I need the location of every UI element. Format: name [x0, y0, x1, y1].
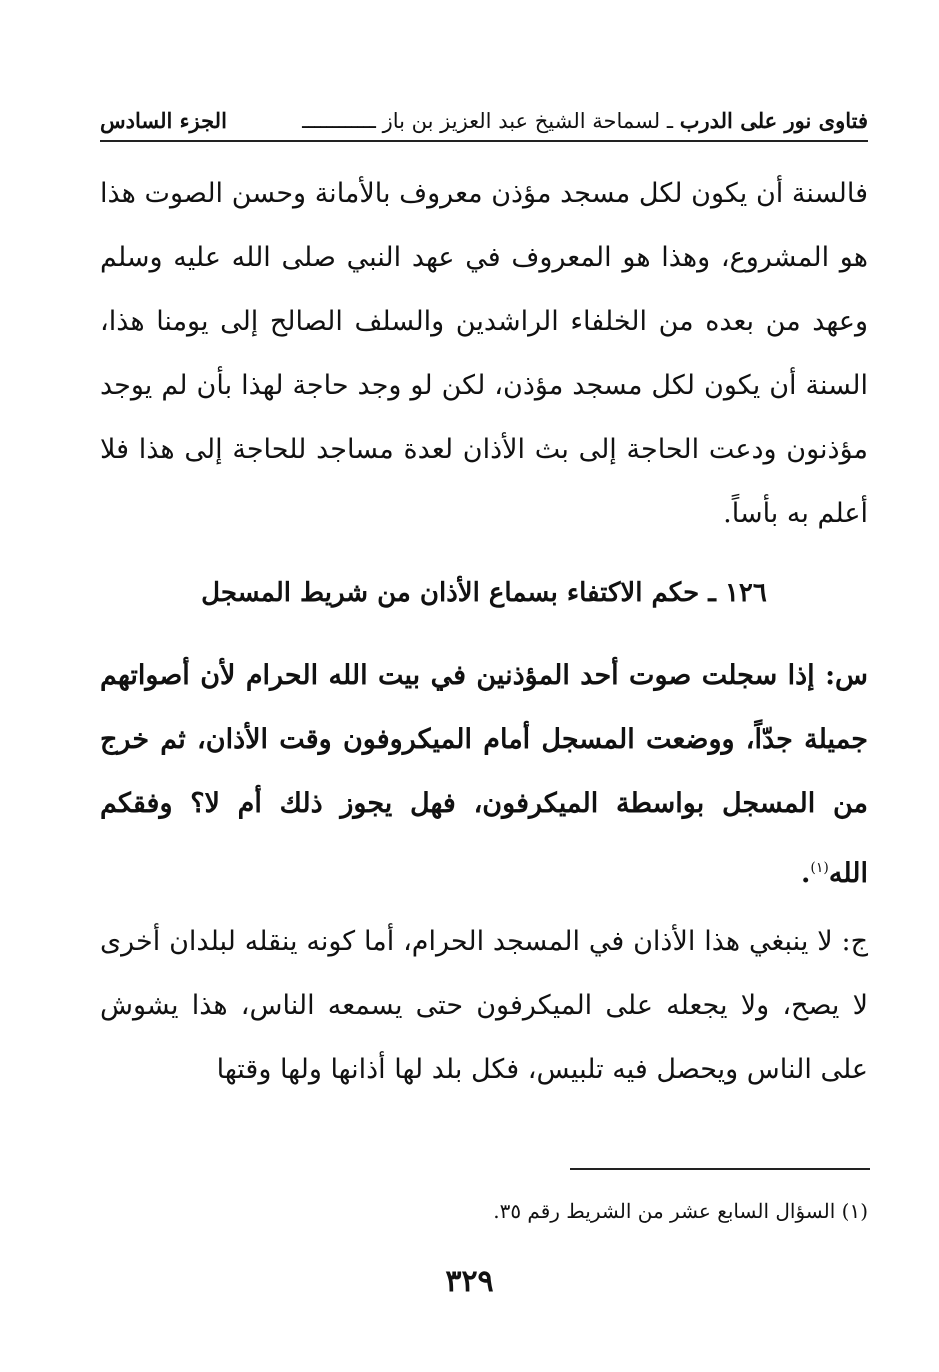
header-volume: الجزء السادس [100, 108, 227, 133]
footnote-rule [570, 1168, 870, 1170]
header-rule [100, 140, 868, 142]
section-title: ١٢٦ ـ حكم الاكتفاء بسماع الأذان من شريط المسجل [201, 578, 767, 608]
answer-block [100, 910, 868, 1102]
page-number: ٣٢٩ [445, 1264, 494, 1299]
question-marker: س: [825, 660, 868, 691]
running-header [100, 104, 868, 138]
paragraph-intro [100, 162, 868, 546]
question-block [100, 644, 868, 906]
paragraph-intro-text: فالسنة أن يكون لكل مسجد مؤذن معروف بالأمانة وحسن الصوت هذا هو المشروع، وهذا هو المعروف في عهد النبي صلى الله عليه وسلم وعهد من بعده من الخلفاء الراشدين والسلف الصالح إلى يومنا هذا، السنة أن يكون لكل مسجد مؤذن، لكن لو وجد حاجة لهذا بأن لم يوجد مؤذنون ودعت الحاجة إلى بث الأذان لعدة مساجد للحاجة إلى هذا فلا أعلم به بأساً. [100, 178, 868, 529]
question-end: . [800, 858, 811, 889]
footnote-reference: (١) [810, 860, 829, 876]
answer-text: لا ينبغي هذا الأذان في المسجد الحرام، أما كونه ينقله لبلدان أخرى لا يصح، ولا يجعله على الميكرفون حتى يسمعه الناس، هذا يشوش على الناس ويحصل فيه تلبيس، فكل بلد لها أذانها ولها وقتها [100, 926, 868, 1085]
question-text: إذا سجلت صوت أحد المؤذنين في بيت الله الحرام لأن أصواتهم جميلة جدّاً، ووضعت المسجل أمام الميكروفون وقت الأذان، ثم خرج من المسجل بواسطة الميكرفون، فهل يجوز ذلك أم لا؟ وفقكم الله [100, 660, 868, 889]
header-author: ـ لسماحة الشيخ عبد العزيز بن باز [375, 109, 680, 133]
header-book-title: فتاوى نور على الدرب [679, 108, 868, 133]
header-separator: ــــــــــــ [302, 109, 376, 133]
footnote: (١) السؤال السابع عشر من الشريط رقم ٣٥. [493, 1199, 868, 1223]
answer-marker: ج: [841, 926, 868, 957]
